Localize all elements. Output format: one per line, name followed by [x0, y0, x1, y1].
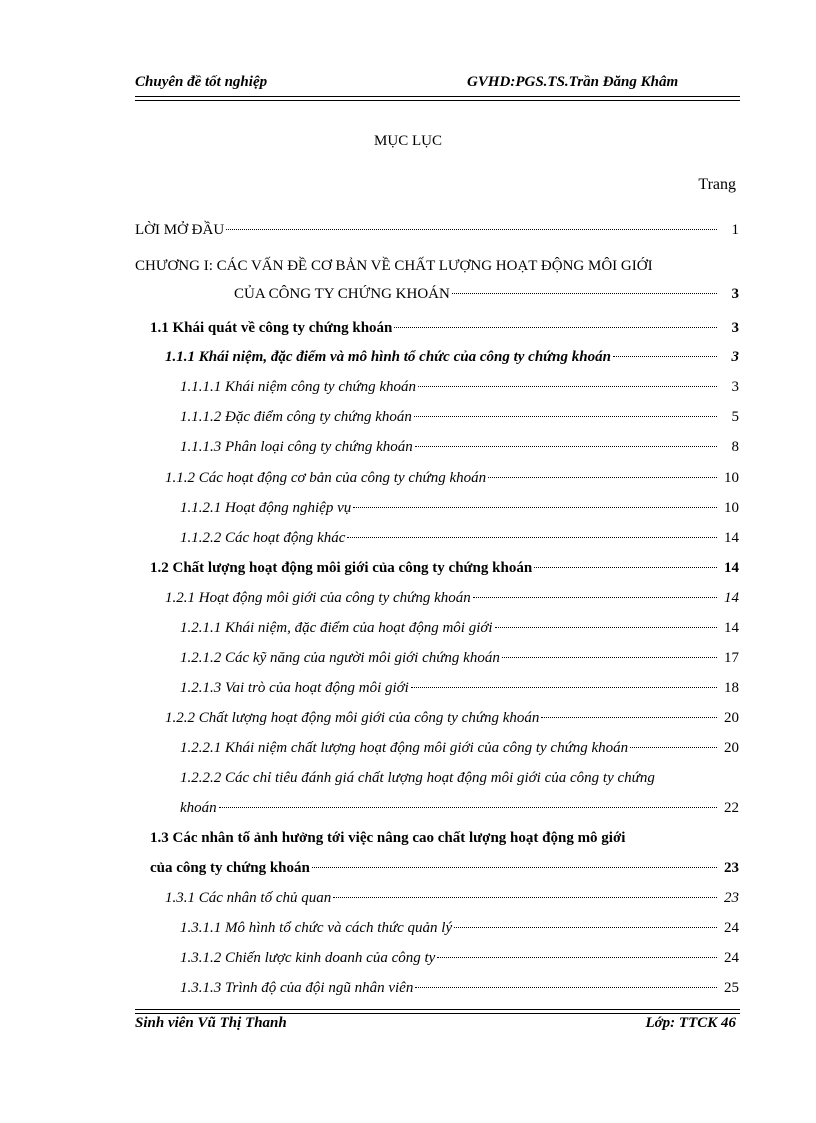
toc-label: 1.2.1.1 Khái niệm, đặc điểm của hoạt động môi giới	[180, 620, 493, 636]
dot-leader	[437, 957, 717, 958]
toc-label: 1.1.1 Khái niệm, đặc điểm và mô hình tổ chức của công ty chứng khoán	[165, 349, 611, 365]
footer-student: Sinh viên Vũ Thị Thanh	[135, 1015, 287, 1031]
toc-page-number: 3	[731, 349, 739, 365]
toc-entry-1-3[interactable]	[150, 856, 739, 880]
toc-entry-chuong1-line1[interactable]: CHƯƠNG I: CÁC VẤN ĐỀ CƠ BẢN VỀ CHẤT LƯỢNG HOẠT ĐỘNG MÔI GIỚI	[135, 258, 653, 274]
toc-page-number: 14	[724, 560, 739, 576]
toc-label: 1.2.1 Hoạt động môi giới của công ty chứng khoán	[165, 590, 471, 606]
dot-leader	[541, 717, 717, 718]
toc-entry-1-1-2-1[interactable]	[180, 496, 739, 520]
dot-leader	[414, 416, 717, 417]
toc-label: 1.3.1.1 Mô hình tổ chức và cách thức quản lý	[180, 920, 453, 936]
toc-page-number: 3	[731, 320, 739, 336]
toc-page-number: 25	[724, 980, 739, 996]
dot-leader	[473, 597, 717, 598]
toc-entry-1-3-1-2[interactable]	[180, 946, 739, 970]
toc-entry-1-1-2-2[interactable]	[180, 526, 739, 550]
toc-entry-1-1-2[interactable]	[165, 466, 739, 490]
footer-class: Lớp: TTCK 46	[645, 1015, 736, 1031]
page-column-label: Trang	[698, 176, 736, 193]
dot-leader	[495, 627, 717, 628]
toc-page-number: 1	[731, 222, 739, 238]
toc-page-number: 17	[724, 650, 739, 666]
toc-page-number: 18	[724, 680, 739, 696]
toc-entry-1-3-1[interactable]	[165, 886, 739, 910]
toc-label: của công ty chứng khoán	[150, 860, 310, 876]
page-title: MỤC LỤC	[374, 133, 442, 149]
page-header	[135, 74, 740, 96]
dot-leader	[347, 537, 717, 538]
toc-label: khoán	[180, 800, 217, 816]
dot-leader	[411, 687, 717, 688]
dot-leader	[415, 446, 717, 447]
toc-label: 1.1.1.2 Đặc điểm công ty chứng khoán	[180, 409, 412, 425]
toc-page-number: 22	[724, 800, 739, 816]
dot-leader	[394, 327, 717, 328]
toc-page-number: 24	[724, 950, 739, 966]
toc-entry-1-2-2-2[interactable]	[180, 796, 739, 820]
dot-leader	[353, 507, 717, 508]
toc-label: 1.1.1.3 Phân loại công ty chứng khoán	[180, 439, 413, 455]
toc-label: 1.2 Chất lượng hoạt động môi giới của công ty chứng khoán	[150, 560, 533, 576]
toc-entry-loi-mo-dau[interactable]	[135, 218, 739, 242]
toc-label: 1.1.2 Các hoạt động cơ bản của công ty chứng khoán	[165, 470, 487, 486]
toc-page-number: 14	[724, 620, 739, 636]
toc-entry-1-2-1[interactable]	[165, 586, 739, 610]
toc-entry-1-1-1-2[interactable]	[180, 405, 739, 429]
toc-page-number: 23	[724, 890, 739, 906]
footer-rule	[135, 1009, 740, 1014]
dot-leader	[418, 386, 717, 387]
dot-leader	[333, 897, 717, 898]
dot-leader	[226, 229, 717, 230]
toc-page-number: 3	[731, 286, 739, 302]
toc-page-number: 20	[724, 740, 739, 756]
toc-entry-1-3-line1[interactable]: 1.3 Các nhân tố ảnh hưởng tới việc nâng cao chất lượng hoạt động mô giới	[150, 830, 626, 846]
dot-leader	[454, 927, 717, 928]
toc-entry-1-2[interactable]	[150, 556, 739, 580]
toc-label: 1.1.2.1 Hoạt động nghiệp vụ	[180, 500, 352, 516]
header-thesis-label: Chuyên đề tốt nghiệp	[135, 74, 268, 90]
toc-page-number: 14	[724, 530, 739, 546]
toc-label: LỜI MỞ ĐẦU	[135, 222, 225, 238]
dot-leader	[630, 747, 717, 748]
toc-label: 1.3.1.3 Trình độ của đội ngũ nhân viên	[180, 980, 414, 996]
toc-page-number: 14	[724, 590, 739, 606]
toc-page-number: 3	[731, 379, 739, 395]
toc-entry-1-1-1-3[interactable]	[180, 435, 739, 459]
toc-page-number: 10	[724, 500, 739, 516]
dot-leader	[312, 867, 717, 868]
toc-label: 1.1 Khái quát về công ty chứng khoán	[150, 320, 393, 336]
toc-page-number: 10	[724, 470, 739, 486]
dot-leader	[415, 987, 717, 988]
toc-entry-1-2-1-1[interactable]	[180, 616, 739, 640]
toc-label: 1.3.1 Các nhân tố chủ quan	[165, 890, 332, 906]
toc-page-number: 8	[731, 439, 739, 455]
toc-entry-1-2-2-1[interactable]	[180, 736, 739, 760]
toc-label: 1.2.1.3 Vai trò của hoạt động môi giới	[180, 680, 409, 696]
header-rule	[135, 96, 740, 101]
dot-leader	[488, 477, 717, 478]
toc-entry-1-1[interactable]	[150, 316, 739, 340]
toc-entry-1-3-1-1[interactable]	[180, 916, 739, 940]
dot-leader	[534, 567, 717, 568]
toc-entry-1-3-1-3[interactable]	[180, 976, 739, 1000]
toc-label: 1.1.1.1 Khái niệm công ty chứng khoán	[180, 379, 417, 395]
toc-entry-1-1-1-1[interactable]	[180, 375, 739, 399]
header-advisor: GVHD:PGS.TS.Trần Đăng Khâm	[467, 74, 679, 90]
toc-entry-1-2-2-2-line1[interactable]: 1.2.2.2 Các chỉ tiêu đánh giá chất lượng hoạt động môi giới của công ty chứng	[180, 770, 655, 786]
toc-page-number: 5	[731, 409, 739, 425]
toc-page-number: 24	[724, 920, 739, 936]
dot-leader	[452, 293, 717, 294]
toc-entry-1-2-2[interactable]	[165, 706, 739, 730]
dot-leader	[613, 356, 717, 357]
toc-page-number: 20	[724, 710, 739, 726]
toc-label: 1.2.2 Chất lượng hoạt động môi giới của công ty chứng khoán	[165, 710, 540, 726]
toc-entry-1-2-1-2[interactable]	[180, 646, 739, 670]
toc-label: 1.3.1.2 Chiến lược kinh doanh của công ty	[180, 950, 436, 966]
toc-page-number: 23	[724, 860, 739, 876]
toc-entry-chuong1[interactable]	[234, 282, 739, 306]
toc-label: 1.2.1.2 Các kỹ năng của người môi giới chứng khoán	[180, 650, 500, 666]
dot-leader	[502, 657, 717, 658]
toc-entry-1-2-1-3[interactable]	[180, 676, 739, 700]
toc-label: 1.2.2.1 Khái niệm chất lượng hoạt động môi giới của công ty chứng khoán	[180, 740, 629, 756]
toc-entry-1-1-1[interactable]	[165, 345, 739, 369]
toc-label: 1.1.2.2 Các hoạt động khác	[180, 530, 346, 546]
toc-label: CỦA CÔNG TY CHỨNG KHOÁN	[234, 286, 450, 302]
page-footer	[135, 1015, 740, 1037]
dot-leader	[219, 807, 717, 808]
